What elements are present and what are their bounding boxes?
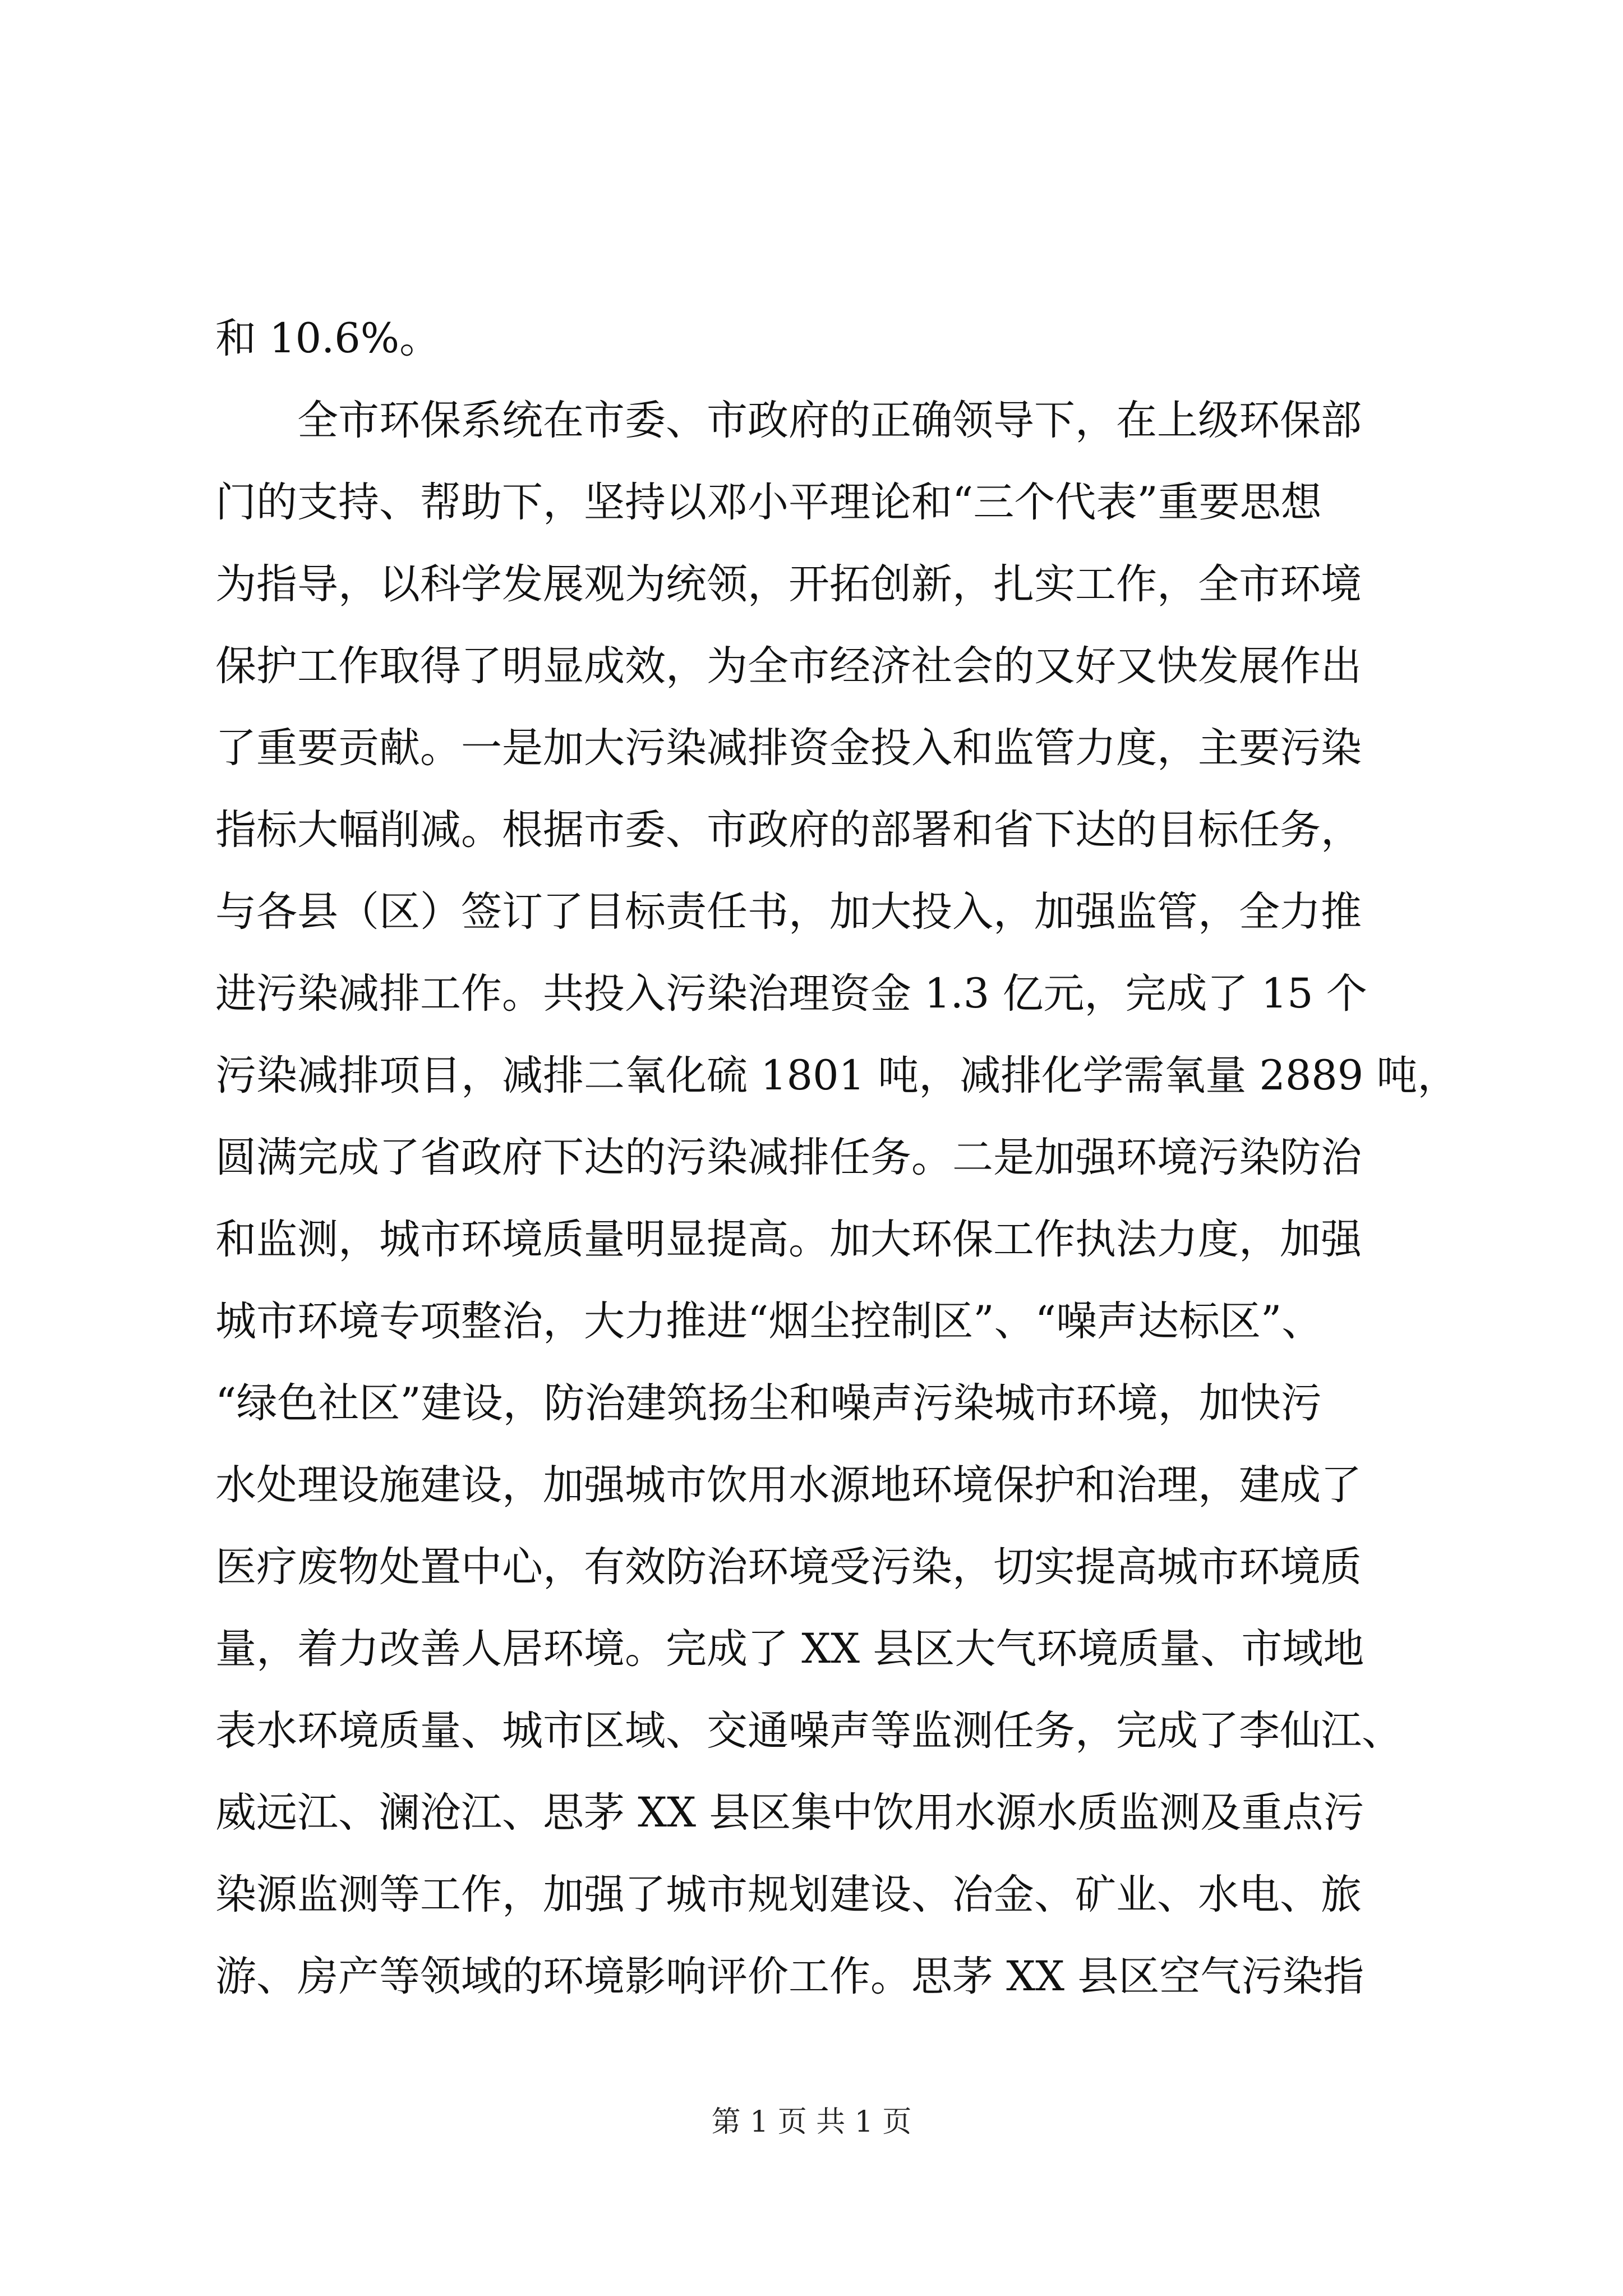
text-line: 游、房产等领域的环境影响评价工作。思茅 XX 县区空气污染指 [215, 1953, 1364, 2000]
text-line: 门的支持、帮助下，坚持以邓小平理论和“三个代表”重要思想 [215, 478, 1322, 526]
text-line: 和监测，城市环境质量明显提高。加大环保工作执法力度，加强 [215, 1216, 1362, 1263]
text-line: 和 10.6%。 [215, 315, 441, 362]
text-line: 污染减排项目，减排二氧化硫 1801 吨，减排化学需氧量 2889 吨， [215, 1052, 1459, 1099]
text-line: 威远江、澜沧江、思茅 XX 县区集中饮用水源水质监测及重点污 [215, 1789, 1364, 1837]
text-line: 全市环保系统在市委、市政府的正确领导下，在上级环保部 [297, 397, 1362, 444]
text-line: 城市环境专项整治，大力推进“烟尘控制区”、“噪声达标区”、 [215, 1297, 1323, 1345]
text-line: 圆满完成了省政府下达的污染减排任务。二是加强环境污染防治 [215, 1134, 1362, 1181]
text-line: 为指导，以科学发展观为统领，开拓创新，扎实工作，全市环境 [215, 560, 1362, 608]
text-line: 医疗废物处置中心，有效防治环境受污染，切实提高城市环境质 [215, 1543, 1362, 1591]
text-line: 量，着力改善人居环境。完成了 XX 县区大气环境质量、市域地 [215, 1625, 1364, 1673]
text-line: 水处理设施建设，加强城市饮用水源地环境保护和治理，建成了 [215, 1461, 1362, 1509]
text-line: 进污染减排工作。共投入污染治理资金 1.3 亿元，完成了 15 个 [215, 970, 1367, 1018]
page-footer: 第 1 页 共 1 页 [711, 2105, 912, 2139]
text-line: 指标大幅削减。根据市委、市政府的部署和省下达的目标任务， [215, 806, 1362, 854]
text-line: 了重要贡献。一是加大污染减排资金投入和监管力度，主要污染 [215, 724, 1362, 772]
text-line: 保护工作取得了明显成效，为全市经济社会的又好又快发展作出 [215, 642, 1362, 690]
text-line: “绿色社区”建设，防治建筑扬尘和噪声污染城市环境，加快污 [215, 1379, 1322, 1427]
text-line: 表水环境质量、城市区域、交通噪声等监测任务，完成了李仙江、 [215, 1707, 1403, 1755]
text-line: 染源监测等工作，加强了城市规划建设、冶金、矿业、水电、旅 [215, 1871, 1362, 1918]
text-line: 与各县（区）签订了目标责任书，加大投入，加强监管，全力推 [215, 888, 1362, 936]
